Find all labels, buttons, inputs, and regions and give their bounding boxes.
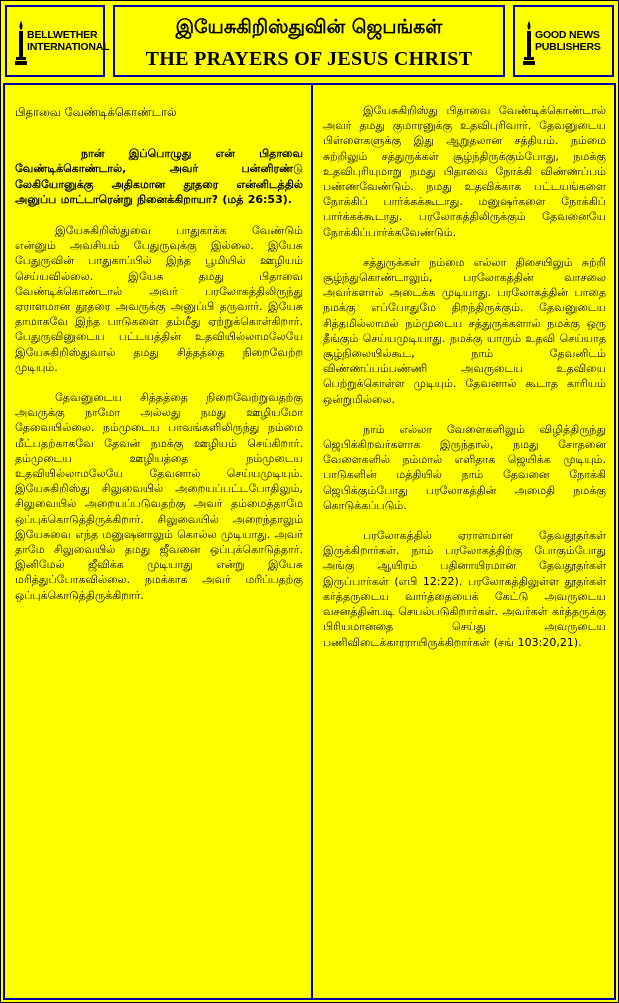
logo-line1: GOOD NEWS <box>535 29 600 41</box>
article-body <box>3 83 616 1000</box>
paragraph: இயேசுகிறிஸ்துவை பாதுகாக்க வேண்டும் என்னும் அவசியம் பேதுருவுக்கு இல்லை. இயேசு பேதுருவின் பாதுகாப்பில் இந்த பூமியில் ஊழியம் செய்யவில்லை. இயேசு தமது பிதாவை வேண்டிக்கொண்டால் அவர் பரலோகத்திலிருந்து ஏராளமான தூதரை அவருக்கு அனுப்பி தருவார். இயேசு தாமாகவே இந்த பாடுகளை தம்மீது ஏற்றுக்கொள்கிறார். பேதுருவினுடைய பட்டயத்தின் உதவியில்லாமலேயே இயேசுகிறிஸ்துவால் தமது சித்தத்தை நிறைவேற்ற முடியும். <box>15 224 303 374</box>
left-column <box>5 85 311 618</box>
right-column <box>313 85 614 665</box>
page-title-english: THE PRAYERS OF JESUS CHRIST <box>145 48 473 70</box>
logo-line1: BELLWETHER <box>27 29 98 41</box>
paragraph: தேவனுடைய சித்தத்தை நிறைவேற்றுவதற்கு அவருக்கு நாமோ அல்லது நமது ஊழியமோ தேவையில்லை. நம்முடைய பாவங்களிலிருந்து நம்மை மீட்பதற்காகவே தேவன் நமக்கு ஊழியம் செய்கிறார். தம்முடைய ஊழியத்தை நம்முடைய உதவியில்லாமலேயே தேவனால் செய்யமுடியும். இயேசுகிறிஸ்து சிலுவையில் அறையப்பட்டபோதிலும், சிலுவையில் அறையப்படுவதற்கு அவர் தம்மைத்தாமே ஒப்புக்கொடுத்திருக்கிறார். சிலுவையில் அறைந்தாலும் இயேசுவை எந்த மனுஷனாலும் கொல்ல முடியாது. அவர் தாமே சிலுவையில் தமது ஜீவனை ஒப்புக்கொடுத்தார். இனிமேல் ஜீவிக்க முடியாது என்று இயேசு மரித்துப்போகவில்லை. நமக்காக அவர் மரிப்பதற்கு ஒப்புக்கொடுத்திருக்கிறார். <box>15 391 303 602</box>
scripture-quote: நான் இப்பொழுது என் பிதாவை வேண்டிக்கொண்டால், அவர் பன்னிரண்டு லேகியோனுக்கு அதிகமான தூதரை என்னிடத்தில் அனுப்ப மாட்டாரென்று நினைக்கிறாயா? (மத் 26:53). <box>15 147 303 206</box>
logo-line2: INTERNATIONAL <box>27 41 110 53</box>
paragraph: இயேசுகிறிஸ்து பிதாவை வேண்டிக்கொண்டால் அவர் தமது குமாரனுக்கு உதவிபுரிவார். தேவனுடைய பிள்ளைகளுக்கு இது ஆறுதலான சத்தியம். நம்மை சுற்றிலும் சத்துருக்கள் சூழ்ந்திருக்கும்போது, நமக்கு உதவிபுரியுமாறு நமது பிதாவை நோக்கி விண்ணப்பம் பண்ணவேண்டும். நமது உதவிக்காக பட்டயங்களை நோக்கிப் பார்க்கக்கூடாது. மனுஷர்களை நோக்கிப் பார்க்கக்கூடாது. பரலோகத்திலிருக்கும் தேவனையே நோக்கிப்பார்க்கவேண்டும். <box>323 104 606 239</box>
header <box>3 3 616 81</box>
title-box <box>113 5 505 77</box>
good-news-logo <box>513 5 614 77</box>
section-title: பிதாவை வேண்டிக்கொண்டால் <box>15 105 177 119</box>
paragraph: நாம் எல்லா வேளைகளிலும் விழித்திருந்து ஜெபிக்கிறவர்களாக இருந்தால், நமது சோதனை வேளைகளில் நம்மால் எளிதாக ஜெயிக்க முடியும். பாடுகளின் மத்தியில் நாம் தேவனை நோக்கி ஜெபிக்கும்போது பரலோகத்தின் அமைதி நமக்கு கொடுக்கப்படும். <box>323 422 606 512</box>
paragraph: பரலோகத்தில் ஏராளமான தேவதூதர்கள் இருக்கிறார்கள். நாம் பரலோகத்திற்கு போகும்போது அங்கு ஆயிரம் பதினாயிரமான தேவதூதர்கள் இருப்பார்கள் (எபி 12:22). பரலோகத்திலுள்ள தூதர்கள் கர்த்தருடைய வார்த்தையைக் கேட்டு அவருடைய வசனத்தின்படி செயல்படுகிறார்கள். அவர்கள் கர்த்தருக்கு பிரியமானதை செய்து அவருடைய பணிவிடைக்காரராயிருக்கிறார்கள் (சங் 103:20,21). <box>323 529 606 649</box>
candle-icon <box>15 21 27 67</box>
candle-icon <box>523 21 535 67</box>
bellwether-logo <box>5 5 110 77</box>
logo-line2: PUBLISHERS <box>535 41 601 53</box>
page-title-tamil: இயேசுகிறிஸ்துவின் ஜெபங்கள் <box>175 16 443 38</box>
paragraph: சத்துருக்கள் நம்மை எல்லா திசையிலும் சுற்றி சூழ்ந்துகொண்டாலும், பரலோகத்தின் வாசலை அவர்களால் அடைக்க முடியாது. பரலோகத்தின் பாதை நமக்கு எப்போதுமே திறந்திருக்கும். தேவனுடைய சித்தமில்லாமல் நம்முடைய சத்துருக்களால் நமக்கு ஒரு தீங்கும் செய்யமுடியாது. நமக்கு யாரும் உதவி செய்யாத சூழ்நிலையில்கூட, நாம் தேவனிடம் விண்ணப்பம்பண்ணி அவருடைய உதவியை பெற்றுக்கொள்ள முடியும். தேவனால் கூடாத காரியம் ஒன்றுமில்லை. <box>323 255 606 406</box>
